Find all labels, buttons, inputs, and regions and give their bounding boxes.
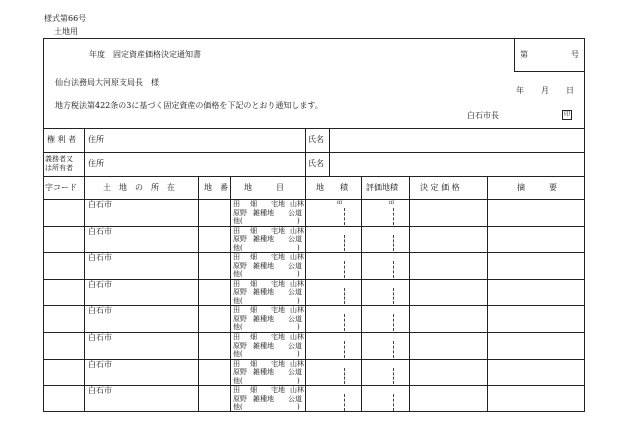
land-category-option: 畑 — [250, 386, 257, 395]
land-category-option: 田 — [233, 306, 240, 315]
land-category-option: ) — [297, 403, 300, 412]
land-category-option: 田 — [233, 359, 240, 368]
row-land-category-options — [233, 360, 302, 386]
assessed-decimal-dash — [393, 235, 394, 252]
row-separator — [43, 226, 585, 227]
area-decimal-dash — [344, 261, 345, 278]
row-location: 白石市 — [88, 279, 112, 289]
land-category-option: 公道 — [288, 235, 302, 244]
row-location: 白石市 — [88, 200, 112, 209]
obligor-label-line2: は所有者 — [45, 164, 73, 172]
parties-name-value-divider — [329, 128, 330, 176]
header-lot-number: 地 番 — [204, 183, 228, 192]
land-category-option: 畑 — [250, 253, 257, 262]
land-category-option: 田 — [233, 333, 240, 341]
land-category-option: 雑種地 — [253, 314, 274, 323]
form-usage: 土地用 — [54, 27, 78, 36]
area-decimal-dash — [344, 394, 345, 411]
parties-bottom-line — [43, 176, 585, 177]
land-category-option: 田 — [233, 226, 240, 235]
obligor-name-label: 氏名 — [308, 159, 324, 168]
land-category-option: 宅地 — [271, 253, 285, 262]
land-category-option: 山林 — [290, 253, 304, 262]
land-category-option: ) — [297, 296, 300, 305]
land-category-option: 宅地 — [271, 306, 285, 315]
col-divider-aza — [84, 176, 85, 412]
assessed-decimal-dash — [393, 368, 394, 385]
land-category-option: 畑 — [250, 306, 257, 315]
header-land-category: 地 目 — [244, 183, 284, 192]
land-category-option: 山林 — [290, 306, 304, 315]
land-category-option: 山林 — [290, 279, 304, 288]
land-category-option: ) — [297, 323, 300, 332]
parties-mid-line — [43, 152, 585, 153]
row-separator — [43, 305, 585, 306]
land-category-option: 宅地 — [271, 226, 285, 235]
land-category-option: 宅地 — [271, 200, 285, 208]
row-assessed-area-unit: ㎡ — [389, 200, 395, 206]
row-separator — [43, 252, 585, 253]
area-decimal-dash — [344, 208, 345, 225]
land-category-option: 原野 — [233, 341, 247, 350]
land-category-option: 山林 — [290, 386, 304, 395]
land-category-option: 他( — [233, 296, 243, 305]
obligor-label-line1: 義務者又 — [45, 155, 73, 163]
row-land-category-options — [233, 200, 302, 226]
col-divider-location — [198, 176, 199, 412]
row-location: 白石市 — [88, 386, 112, 396]
assessed-decimal-dash — [393, 341, 394, 358]
seal-stamp: 印 — [563, 111, 570, 118]
row-separator — [43, 359, 585, 360]
land-category-option: ) — [297, 376, 300, 385]
col-divider-price — [487, 176, 488, 412]
land-category-option: 雑種地 — [253, 341, 274, 350]
land-category-option: 公道 — [288, 261, 302, 270]
col-divider-assessed — [409, 176, 410, 412]
land-category-option: ) — [297, 270, 300, 279]
land-category-option: 田 — [233, 386, 240, 395]
assessed-decimal-dash — [393, 261, 394, 278]
area-decimal-dash — [344, 288, 345, 305]
land-category-option: 公道 — [288, 314, 302, 323]
row-land-category-options — [233, 253, 302, 279]
header-area: 地 積 — [316, 183, 348, 192]
number-box-bottom — [514, 71, 585, 72]
land-category-option: 他( — [233, 376, 243, 385]
land-category-option: 原野 — [233, 288, 247, 297]
header-assessed-area: 評価地積 — [366, 183, 398, 192]
land-category-option: 原野 — [233, 235, 247, 244]
land-category-option: 山林 — [290, 359, 304, 368]
land-category-option: 原野 — [233, 368, 247, 377]
land-category-option: 他( — [233, 217, 243, 225]
land-category-option: 他( — [233, 403, 243, 412]
right-holder-address-label: 住所 — [88, 135, 104, 144]
land-category-option: 畑 — [250, 359, 257, 368]
row-separator — [43, 385, 585, 386]
land-category-option: 公道 — [288, 368, 302, 377]
row-land-category-options — [233, 280, 302, 306]
row-land-category-options — [233, 333, 302, 359]
row-land-category-options — [233, 227, 302, 253]
land-category-option: 公道 — [288, 288, 302, 297]
addressee: 仙台法務局大河原支局長 様 — [55, 78, 159, 87]
header-location: 土 地 の 所 在 — [103, 183, 175, 192]
land-category-option: 畑 — [250, 226, 257, 235]
land-category-option: ) — [297, 243, 300, 252]
land-category-option: ) — [297, 350, 300, 358]
number-prefix: 第 — [520, 50, 528, 59]
land-category-option: 雑種地 — [253, 261, 274, 270]
area-decimal-dash — [344, 235, 345, 252]
land-category-option: 宅地 — [271, 359, 285, 368]
row-separator — [43, 332, 585, 333]
land-category-option: 宅地 — [271, 279, 285, 288]
parties-name-divider — [305, 128, 306, 176]
row-land-category-options — [233, 386, 302, 412]
row-location: 白石市 — [88, 359, 112, 369]
land-category-option: 原野 — [233, 261, 247, 270]
assessed-decimal-dash — [393, 394, 394, 411]
date-year: 年 — [516, 86, 524, 95]
parties-top-line — [43, 128, 585, 129]
row-separator — [43, 279, 585, 280]
land-category-option: 他( — [233, 243, 243, 252]
land-category-option: 宅地 — [271, 333, 285, 341]
col-divider-category — [305, 176, 306, 412]
assessed-decimal-dash — [393, 288, 394, 305]
land-category-option: 宅地 — [271, 386, 285, 395]
land-category-option: 公道 — [288, 341, 302, 350]
right-holder-name-label: 氏名 — [308, 135, 324, 144]
land-category-option: ) — [297, 217, 300, 225]
area-decimal-dash — [344, 314, 345, 331]
row-area-unit: ㎡ — [337, 200, 343, 206]
land-category-option: 雑種地 — [253, 368, 274, 377]
row-location: 白石市 — [88, 306, 112, 316]
land-category-option: 田 — [233, 279, 240, 288]
land-category-option: 原野 — [233, 394, 247, 403]
land-category-option: 雑種地 — [253, 235, 274, 244]
land-category-option: 公道 — [288, 394, 302, 403]
notice-text: 地方税法第422条の3に基づく固定資産の価格を下記のとおり通知します。 — [55, 101, 323, 110]
land-category-option: 畑 — [250, 279, 257, 288]
land-category-option: 他( — [233, 323, 243, 332]
date-day: 日 — [566, 86, 574, 95]
row-location: 白石市 — [88, 226, 112, 236]
col-divider-lot — [230, 176, 231, 412]
right-holder-label: 権 利 者 — [47, 135, 77, 144]
assessed-decimal-dash — [393, 314, 394, 331]
header-aza-code: 字コード — [45, 183, 77, 192]
land-category-option: 畑 — [250, 333, 257, 341]
number-suffix: 号 — [571, 50, 579, 59]
land-category-option: 他( — [233, 350, 243, 358]
parties-label-divider — [84, 128, 85, 176]
obligor-address-label: 住所 — [88, 159, 104, 168]
row-location: 白石市 — [88, 253, 112, 263]
col-divider-area — [361, 176, 362, 412]
area-decimal-dash — [344, 368, 345, 385]
land-category-option: 原野 — [233, 208, 247, 217]
header-determined-price: 決 定 価 格 — [420, 183, 460, 192]
land-category-option: 山林 — [290, 333, 304, 341]
area-decimal-dash — [344, 341, 345, 358]
land-category-option: 田 — [233, 200, 240, 208]
land-category-option: 山林 — [290, 200, 304, 208]
land-category-option: 畑 — [250, 200, 257, 208]
number-box-divider — [514, 38, 515, 71]
land-category-option: 雑種地 — [253, 208, 274, 217]
table-header-bottom — [43, 199, 585, 200]
date-month: 月 — [541, 86, 549, 95]
land-category-option: 原野 — [233, 314, 247, 323]
document-title: 年度 固定資産価格決定通知書 — [89, 50, 201, 59]
land-category-option: 雑種地 — [253, 394, 274, 403]
issuer: 白石市長 — [467, 111, 499, 120]
land-category-option: 田 — [233, 253, 240, 262]
land-category-option: 他( — [233, 270, 243, 279]
form-number: 様式第66号 — [44, 14, 87, 23]
row-location: 白石市 — [88, 333, 112, 342]
land-category-option: 雑種地 — [253, 288, 274, 297]
assessed-decimal-dash — [393, 208, 394, 225]
land-category-option: 公道 — [288, 208, 302, 217]
row-land-category-options — [233, 306, 302, 332]
land-category-option: 山林 — [290, 226, 304, 235]
header-remarks: 摘 要 — [517, 183, 557, 192]
